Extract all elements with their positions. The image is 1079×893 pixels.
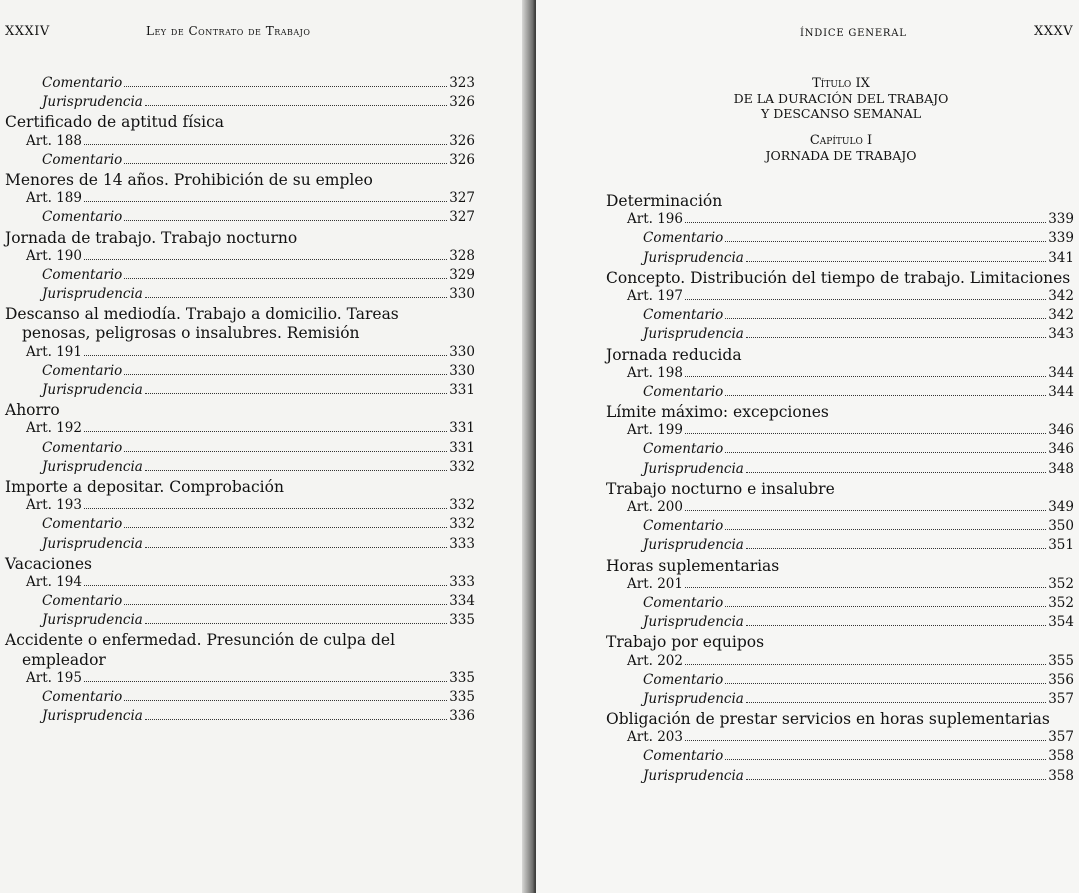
toc-page-number: 351	[1048, 537, 1074, 554]
toc-entry-label: Comentario	[42, 593, 123, 610]
toc-entry-label: Jurisprudencia	[42, 708, 143, 725]
toc-page-number: 335	[449, 612, 475, 629]
toc-entry-label: Jurisprudencia	[643, 690, 744, 707]
toc-entry-label: Jurisprudencia	[643, 767, 744, 784]
toc-subentry	[606, 595, 1074, 614]
toc-page-number: 333	[449, 573, 475, 590]
toc-entry-label: Jurisprudencia	[643, 326, 744, 343]
toc-article-entry	[606, 576, 1074, 595]
dot-leader	[84, 355, 447, 356]
dot-leader	[84, 144, 447, 145]
toc-section-label: Jornada de trabajo. Trabajo nocturno	[5, 228, 298, 247]
right-folio: XXXV	[1034, 24, 1074, 39]
toc-subentry	[5, 612, 475, 631]
toc-entry-label: Comentario	[42, 689, 123, 705]
toc-section-heading	[606, 480, 1074, 499]
toc-section-heading	[5, 651, 475, 670]
dot-leader	[124, 163, 447, 164]
right-toc	[606, 192, 1074, 787]
toc-entry-label: Comentario	[42, 75, 123, 91]
toc-section-label: Jornada reducida	[606, 345, 742, 364]
toc-entry-label: Comentario	[42, 439, 123, 456]
toc-article-entry	[5, 344, 475, 363]
toc-subentry	[5, 94, 475, 113]
toc-section-label: Accidente o enfermedad. Presunción de culpa del	[5, 631, 396, 650]
toc-page-number: 352	[1048, 594, 1074, 611]
dot-leader	[145, 297, 447, 298]
toc-entry-label: Art. 196	[627, 211, 683, 228]
toc-section-label: empleador	[22, 650, 106, 669]
toc-page-number: 358	[1048, 767, 1074, 784]
toc-entry-label: Comentario	[42, 362, 123, 379]
toc-entry-label: Comentario	[643, 230, 724, 247]
dot-leader	[145, 547, 447, 548]
toc-entry-label: Comentario	[643, 748, 724, 765]
dot-leader	[145, 105, 447, 106]
toc-subentry	[5, 152, 475, 171]
toc-subentry	[606, 326, 1074, 345]
dot-leader	[84, 681, 447, 682]
toc-subentry	[5, 440, 475, 459]
dot-leader	[685, 510, 1046, 511]
toc-entry-label: Comentario	[643, 518, 724, 535]
toc-entry-label: Jurisprudencia	[42, 286, 143, 303]
dot-leader	[725, 395, 1046, 396]
toc-article-entry	[5, 420, 475, 439]
toc-entry-label: Art. 202	[627, 652, 683, 669]
titulo-heading: Título IX	[812, 76, 870, 91]
toc-section-heading	[606, 557, 1074, 576]
dot-leader	[746, 702, 1046, 703]
toc-article-entry	[5, 497, 475, 516]
toc-section-heading	[606, 403, 1074, 422]
toc-entry-label: Art. 191	[26, 343, 82, 360]
toc-section-label: Vacaciones	[5, 554, 93, 573]
toc-section-heading	[606, 346, 1074, 365]
toc-entry-label: Jurisprudencia	[42, 382, 143, 398]
toc-page-number: 331	[449, 420, 475, 437]
toc-section-label: Certificado de aptitud física	[5, 113, 225, 132]
toc-entry-label: Jurisprudencia	[643, 614, 744, 631]
toc-page-number: 342	[1048, 307, 1074, 324]
toc-page-number: 326	[449, 132, 475, 149]
toc-page-number: 335	[449, 689, 475, 705]
toc-subentry	[606, 307, 1074, 326]
toc-section-heading	[5, 401, 475, 420]
toc-page-number: 346	[1048, 441, 1074, 458]
dot-leader	[124, 700, 447, 701]
toc-entry-label: Art. 194	[26, 573, 82, 590]
toc-subentry	[606, 691, 1074, 710]
toc-entry-label: Art. 199	[627, 422, 683, 439]
toc-page-number: 346	[1048, 422, 1074, 439]
dot-leader	[124, 527, 447, 528]
dot-leader	[84, 585, 447, 586]
toc-section-heading	[5, 305, 475, 324]
toc-entry-label: Art. 203	[627, 729, 683, 746]
toc-article-entry	[5, 574, 475, 593]
dot-leader	[725, 452, 1046, 453]
dot-leader	[685, 433, 1046, 434]
dot-leader	[84, 431, 447, 432]
toc-page-number: 358	[1048, 748, 1074, 765]
dot-leader	[725, 683, 1046, 684]
toc-page-number: 349	[1048, 499, 1074, 515]
toc-subentry	[606, 672, 1074, 691]
dot-leader	[685, 664, 1046, 665]
right-running-head: ÍNDICE GENERAL	[800, 28, 907, 39]
left-running-head: Ley de Contrato de Trabajo	[146, 24, 311, 38]
toc-section-label: Ahorro	[5, 401, 60, 420]
dot-leader	[685, 587, 1046, 588]
left-toc	[5, 75, 475, 727]
toc-section-heading	[5, 229, 475, 248]
toc-page-number: 354	[1048, 614, 1074, 631]
toc-subentry	[5, 286, 475, 305]
left-page	[0, 0, 530, 893]
toc-entry-label: Jurisprudencia	[42, 612, 143, 629]
toc-section-heading	[5, 555, 475, 574]
toc-section-label: Importe a depositar. Comprobación	[5, 477, 284, 496]
dot-leader	[145, 470, 447, 471]
toc-page-number: 356	[1048, 671, 1074, 688]
toc-subentry	[606, 518, 1074, 537]
dot-leader	[725, 606, 1046, 607]
toc-section-label: Determinación	[606, 192, 723, 210]
titulo-line2: Y DESCANSO SEMANAL	[760, 106, 922, 121]
titulo-line1: DE LA DURACIÓN DEL TRABAJO	[733, 91, 949, 106]
dot-leader	[685, 740, 1046, 741]
dot-leader	[685, 376, 1046, 377]
dot-leader	[145, 719, 447, 720]
toc-section-heading	[606, 710, 1074, 729]
toc-page-number: 329	[449, 266, 475, 283]
toc-article-entry	[606, 729, 1074, 748]
toc-page-number: 350	[1048, 518, 1074, 535]
dot-leader	[725, 241, 1046, 242]
toc-entry-label: Art. 192	[26, 420, 82, 437]
toc-article-entry	[606, 365, 1074, 384]
toc-subentry	[606, 768, 1074, 787]
toc-article-entry	[5, 190, 475, 209]
toc-subentry	[5, 75, 475, 94]
capitulo-name: JORNADA DE TRABAJO	[765, 148, 917, 163]
toc-entry-label: Comentario	[643, 671, 724, 688]
toc-subentry	[5, 516, 475, 535]
toc-section-label: Obligación de prestar servicios en horas suplementarias	[606, 710, 1050, 729]
toc-subentry	[5, 382, 475, 401]
toc-page-number: 357	[1048, 690, 1074, 707]
toc-page-number: 333	[449, 535, 475, 552]
toc-section-label: Concepto. Distribución del tiempo de trabajo. Limitaciones	[606, 268, 1071, 287]
toc-article-entry	[5, 670, 475, 689]
toc-entry-label: Jurisprudencia	[643, 249, 744, 266]
toc-page-number: 331	[449, 382, 475, 398]
toc-page-number: 339	[1048, 230, 1074, 247]
toc-subentry	[5, 689, 475, 708]
toc-entry-label: Jurisprudencia	[42, 94, 143, 111]
toc-entry-label: Comentario	[643, 594, 724, 611]
toc-section-label: Horas suplementarias	[606, 556, 780, 575]
right-page	[536, 0, 1079, 893]
toc-entry-label: Art. 201	[627, 575, 683, 592]
dot-leader	[124, 220, 447, 221]
toc-page-number: 328	[449, 247, 475, 264]
toc-section-label: Trabajo nocturno e insalubre	[606, 479, 835, 498]
toc-page-number: 357	[1048, 729, 1074, 746]
toc-entry-label: Comentario	[643, 383, 724, 400]
toc-subentry	[5, 536, 475, 555]
toc-page-number: 332	[449, 516, 475, 533]
toc-page-number: 344	[1048, 383, 1074, 400]
toc-article-entry	[606, 422, 1074, 441]
dot-leader	[685, 299, 1046, 300]
toc-article-entry	[606, 211, 1074, 230]
dot-leader	[746, 625, 1046, 626]
toc-subentry	[5, 209, 475, 228]
toc-page-number: 348	[1048, 460, 1074, 477]
toc-subentry	[606, 384, 1074, 403]
toc-entry-label: Jurisprudencia	[643, 460, 744, 477]
toc-subentry	[606, 441, 1074, 460]
dot-leader	[725, 529, 1046, 530]
toc-page-number: 341	[1048, 249, 1074, 266]
toc-subentry	[606, 614, 1074, 633]
toc-page-number: 343	[1048, 326, 1074, 343]
toc-page-number: 330	[449, 343, 475, 360]
toc-section-heading	[606, 192, 1074, 211]
toc-section-label: penosas, peligrosas o insalubres. Remisión	[22, 324, 360, 343]
toc-page-number: 326	[449, 94, 475, 111]
toc-subentry	[606, 461, 1074, 480]
dot-leader	[725, 318, 1046, 319]
toc-entry-label: Art. 198	[627, 364, 683, 381]
dot-leader	[84, 508, 447, 509]
dot-leader	[725, 759, 1046, 760]
toc-page-number: 332	[449, 497, 475, 514]
dot-leader	[84, 259, 447, 260]
toc-section-heading	[5, 113, 475, 132]
toc-article-entry	[606, 653, 1074, 672]
dot-leader	[145, 623, 447, 624]
toc-page-number: 339	[1048, 211, 1074, 228]
dot-leader	[746, 548, 1046, 549]
toc-article-entry	[5, 248, 475, 267]
toc-entry-label: Comentario	[42, 266, 123, 283]
toc-entry-label: Art. 190	[26, 247, 82, 264]
toc-page-number: 352	[1048, 575, 1074, 592]
toc-article-entry	[5, 133, 475, 152]
toc-subentry	[606, 748, 1074, 767]
toc-page-number: 342	[1048, 287, 1074, 304]
dot-leader	[124, 604, 447, 605]
toc-section-heading	[5, 478, 475, 497]
title-block	[686, 76, 996, 163]
toc-section-heading	[606, 269, 1074, 288]
dot-leader	[746, 779, 1046, 780]
toc-section-label: Límite máximo: excepciones	[606, 403, 829, 422]
toc-page-number: 332	[449, 458, 475, 475]
toc-entry-label: Jurisprudencia	[42, 535, 143, 552]
toc-section-heading	[5, 324, 475, 343]
toc-article-entry	[606, 288, 1074, 307]
toc-page-number: 331	[449, 439, 475, 456]
toc-page-number: 336	[449, 708, 475, 725]
toc-subentry	[606, 537, 1074, 556]
toc-entry-label: Art. 193	[26, 497, 82, 514]
dot-leader	[124, 278, 447, 279]
toc-entry-label: Jurisprudencia	[643, 537, 744, 554]
toc-subentry	[5, 708, 475, 727]
toc-entry-label: Comentario	[643, 441, 724, 458]
toc-page-number: 330	[449, 362, 475, 379]
toc-page-number: 327	[449, 190, 475, 207]
dot-leader	[145, 393, 447, 394]
dot-leader	[746, 472, 1046, 473]
toc-subentry	[5, 363, 475, 382]
toc-page-number: 355	[1048, 652, 1074, 669]
toc-page-number: 330	[449, 286, 475, 303]
toc-entry-label: Art. 189	[26, 190, 82, 207]
toc-entry-label: Comentario	[42, 516, 123, 533]
toc-entry-label: Art. 195	[26, 669, 82, 686]
toc-section-heading	[5, 171, 475, 190]
toc-entry-label: Art. 197	[627, 287, 683, 304]
toc-page-number: 334	[449, 593, 475, 610]
toc-section-label: Menores de 14 años. Prohibición de su empleo	[5, 170, 373, 189]
left-folio: XXXIV	[5, 24, 50, 39]
toc-section-label: Descanso al mediodía. Trabajo a domicilio. Tareas	[5, 305, 399, 324]
dot-leader	[124, 451, 447, 452]
toc-entry-label: Comentario	[643, 307, 724, 324]
toc-page-number: 335	[449, 669, 475, 686]
toc-subentry	[606, 230, 1074, 249]
dot-leader	[124, 86, 447, 87]
dot-leader	[685, 222, 1046, 223]
dot-leader	[84, 201, 447, 202]
toc-entry-label: Jurisprudencia	[42, 458, 143, 475]
dot-leader	[746, 261, 1046, 262]
toc-section-heading	[5, 631, 475, 650]
toc-entry-label: Art. 188	[26, 132, 82, 149]
toc-page-number: 327	[449, 209, 475, 226]
toc-section-label: Trabajo por equipos	[606, 633, 765, 652]
dot-leader	[124, 374, 447, 375]
toc-subentry	[5, 593, 475, 612]
toc-subentry	[5, 459, 475, 478]
toc-page-number: 344	[1048, 364, 1074, 381]
toc-section-heading	[606, 633, 1074, 652]
toc-page-number: 323	[449, 75, 475, 91]
dot-leader	[746, 337, 1046, 338]
toc-subentry	[606, 250, 1074, 269]
toc-subentry	[5, 267, 475, 286]
capitulo-heading: Capítulo I	[809, 133, 873, 148]
toc-page-number: 326	[449, 151, 475, 168]
toc-entry-label: Comentario	[42, 209, 123, 226]
toc-entry-label: Art. 200	[627, 499, 683, 515]
toc-article-entry	[606, 499, 1074, 518]
toc-entry-label: Comentario	[42, 151, 123, 168]
